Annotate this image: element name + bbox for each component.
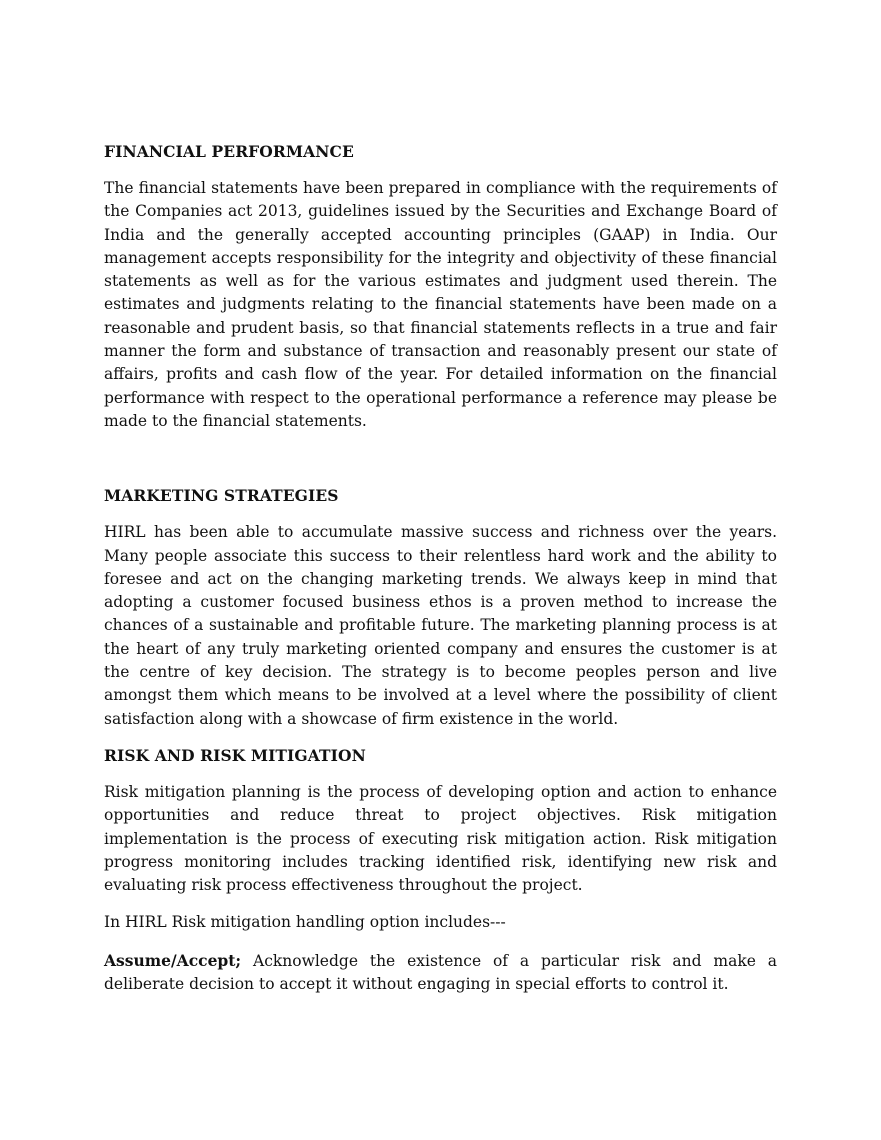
risk-mitigation-paragraph: Risk mitigation planning is the process of developing option and action to enhance opportunities and reduce threat to project objectives. Risk mitigation implementation is the process of executing risk mitigation action. Risk mitigation progress monitoring includes tracking identified risk, identifying new risk and evaluating risk process effectiveness throughout the project. [104,782,777,895]
assume-accept-paragraph [104,949,777,997]
financial-performance-heading: FINANCIAL PERFORMANCE [104,142,354,161]
assume-accept-term: Assume/Accept; [104,950,242,970]
assume-accept-text: Acknowledge the existence of a particular risk and make a deliberate decision to accept it without engaging in special efforts to control it. [104,951,777,994]
marketing-strategies-paragraph: HIRL has been able to accumulate massive success and richness over the years. Many people associate this success to their relentless hard work and the ability to foresee and act on the changing marketing trends. We always keep in mind that adopting a customer focused business ethos is a proven method to increase the chances of a sustainable and profitable future. The marketing planning process is at the heart of any truly marketing oriented company and ensures the customer is at the centre of key decision. The strategy is to become peoples person and live amongst them which means to be involved at a level where the possibility of client satisfaction along with a showcase of firm existence in the world. [104,523,777,728]
financial-performance-paragraph: The financial statements have been prepared in compliance with the requirements of the Companies act 2013, guidelines issued by the Securities and Exchange Board of India and the generally accepted accounting principles (GAAP) in India. Our management accepts responsibility for the integrity and objectivity of these financial statements as well as for the various estimates and judgment used therein. The estimates and judgments relating to the financial statements have been made on a reasonable and prudent basis, so that financial statements reflects in a true and fair manner the form and substance of transaction and reasonably present our state of affairs, profits and cash flow of the year. For detailed information on the financial performance with respect to the operational performance a reference may please be made to the financial statements. [104,179,777,430]
risk-options-intro: In HIRL Risk mitigation handling option includes--- [104,913,506,932]
risk-mitigation-heading: RISK AND RISK MITIGATION [104,745,366,765]
document-page [104,142,777,996]
marketing-strategies-heading: MARKETING STRATEGIES [104,486,339,506]
